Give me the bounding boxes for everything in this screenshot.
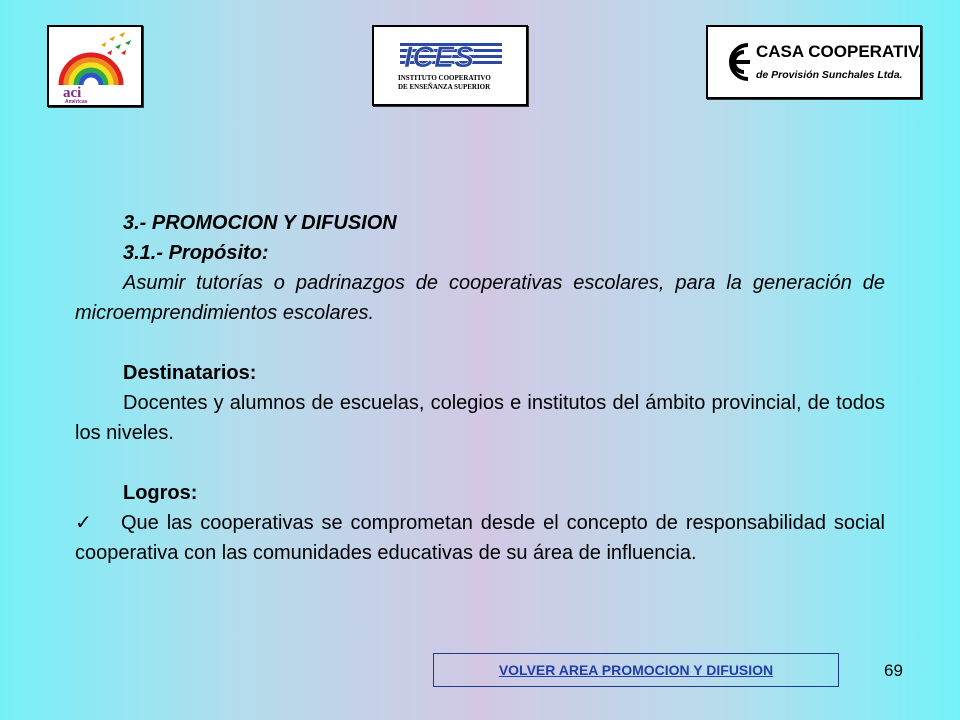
purpose-heading — [75, 238, 885, 268]
ices-logo-line2: DE ENSEÑANZA SUPERIOR — [398, 83, 491, 91]
section-title: 3.- PROMOCION Y DIFUSION — [123, 212, 397, 234]
aci-logo-subtext: Américas — [65, 99, 88, 105]
recipients-text: Docentes y alumnos de escuelas, colegios e institutos del ámbito provincial, de todos los niveles. — [75, 392, 885, 444]
casa-cooperativa-emblem-icon — [730, 45, 750, 79]
checkmark-icon: ✓ — [75, 512, 92, 534]
recipients-label: Destinatarios: — [123, 362, 257, 384]
ices-logo-text: ICES — [404, 41, 475, 74]
purpose-label: 3.1.- Propósito: — [123, 242, 269, 264]
aci-logo — [47, 25, 143, 107]
ices-logo — [372, 25, 528, 106]
back-to-promotion-link[interactable]: VOLVER AREA PROMOCION Y DIFUSION — [433, 653, 839, 687]
purpose-text: Asumir tutorías o padrinazgos de cooperativas escolares, para la generación de microemprendimientos escolares. — [75, 272, 885, 324]
page-number: 69 — [884, 661, 903, 680]
achievements-label: Logros: — [123, 482, 198, 504]
aci-logo-text: aci — [63, 85, 82, 101]
slide-content — [75, 208, 885, 568]
achievement-item — [75, 508, 885, 568]
aci-rainbow-icon — [49, 27, 141, 105]
ices-logo-line1: INSTITUTO COOPERATIVO — [398, 74, 491, 82]
casa-logo-line1: CASA COOPERATIVA — [756, 42, 920, 61]
achievement-text: Que las cooperativas se comprometan desde el concepto de responsabilidad social cooperativa con las comunidades educativas de su área de influencia. — [75, 512, 885, 564]
casa-cooperativa-logo — [706, 25, 922, 99]
casa-logo-line2: de Provisión Sunchales Ltda. — [756, 69, 903, 81]
